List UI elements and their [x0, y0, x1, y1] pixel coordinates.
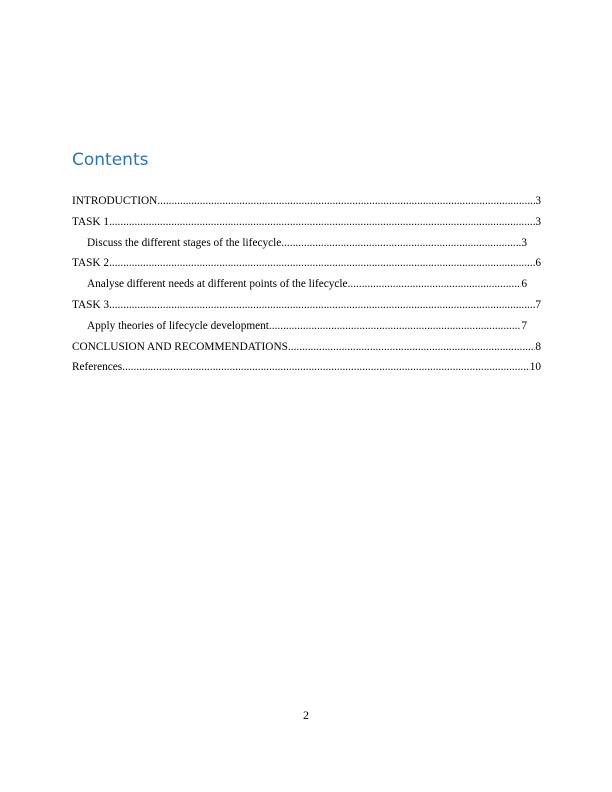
toc-entry-title: Apply theories of lifecycle development	[87, 319, 269, 332]
toc-dot-leader	[269, 316, 521, 337]
toc-dot-leader	[109, 253, 535, 274]
toc-entry-page: 10	[529, 361, 541, 374]
page-number: 2	[303, 708, 309, 722]
table-of-contents	[72, 191, 541, 378]
toc-entry-page: 6	[521, 278, 527, 291]
toc-dot-leader	[109, 212, 535, 233]
toc-entry-discuss-stages[interactable]	[87, 233, 527, 254]
toc-entry-page: 3	[521, 236, 527, 249]
toc-entry-references[interactable]	[72, 357, 541, 378]
toc-entry-analyse-needs[interactable]	[87, 274, 527, 295]
toc-entry-conclusion[interactable]	[72, 337, 541, 358]
toc-entry-title: Analyse different needs at different points of the lifecycle	[87, 278, 348, 291]
toc-entry-page: 6	[535, 257, 541, 270]
toc-dot-leader	[281, 233, 521, 254]
toc-entry-title: Discuss the different stages of the lifecycle	[87, 236, 282, 249]
toc-entry-title: CONCLUSION AND RECOMMENDATIONS	[72, 340, 288, 353]
toc-dot-leader	[157, 191, 535, 212]
toc-entry-title: INTRODUCTION	[72, 195, 158, 207]
toc-entry-title: TASK 2	[72, 257, 110, 270]
toc-entry-task-2[interactable]	[72, 253, 541, 274]
toc-dot-leader	[122, 357, 530, 378]
toc-dot-leader	[109, 295, 535, 316]
toc-entry-task-3[interactable]	[72, 295, 541, 316]
toc-entry-title: References	[72, 361, 123, 374]
toc-entry-apply-theories[interactable]	[87, 316, 527, 337]
toc-entry-task-1[interactable]	[72, 212, 541, 233]
toc-entry-page: 7	[535, 298, 541, 311]
toc-dot-leader	[288, 337, 535, 358]
toc-entry-introduction[interactable]	[72, 191, 541, 212]
toc-entry-page: 3	[535, 195, 541, 207]
contents-heading: Contents	[72, 150, 149, 170]
toc-entry-page: 8	[535, 340, 541, 353]
toc-entry-title: TASK 1	[72, 215, 110, 228]
toc-entry-page: 3	[535, 215, 541, 228]
toc-entry-page: 7	[521, 319, 527, 332]
toc-entry-title: TASK 3	[72, 298, 110, 311]
toc-dot-leader	[348, 274, 522, 295]
